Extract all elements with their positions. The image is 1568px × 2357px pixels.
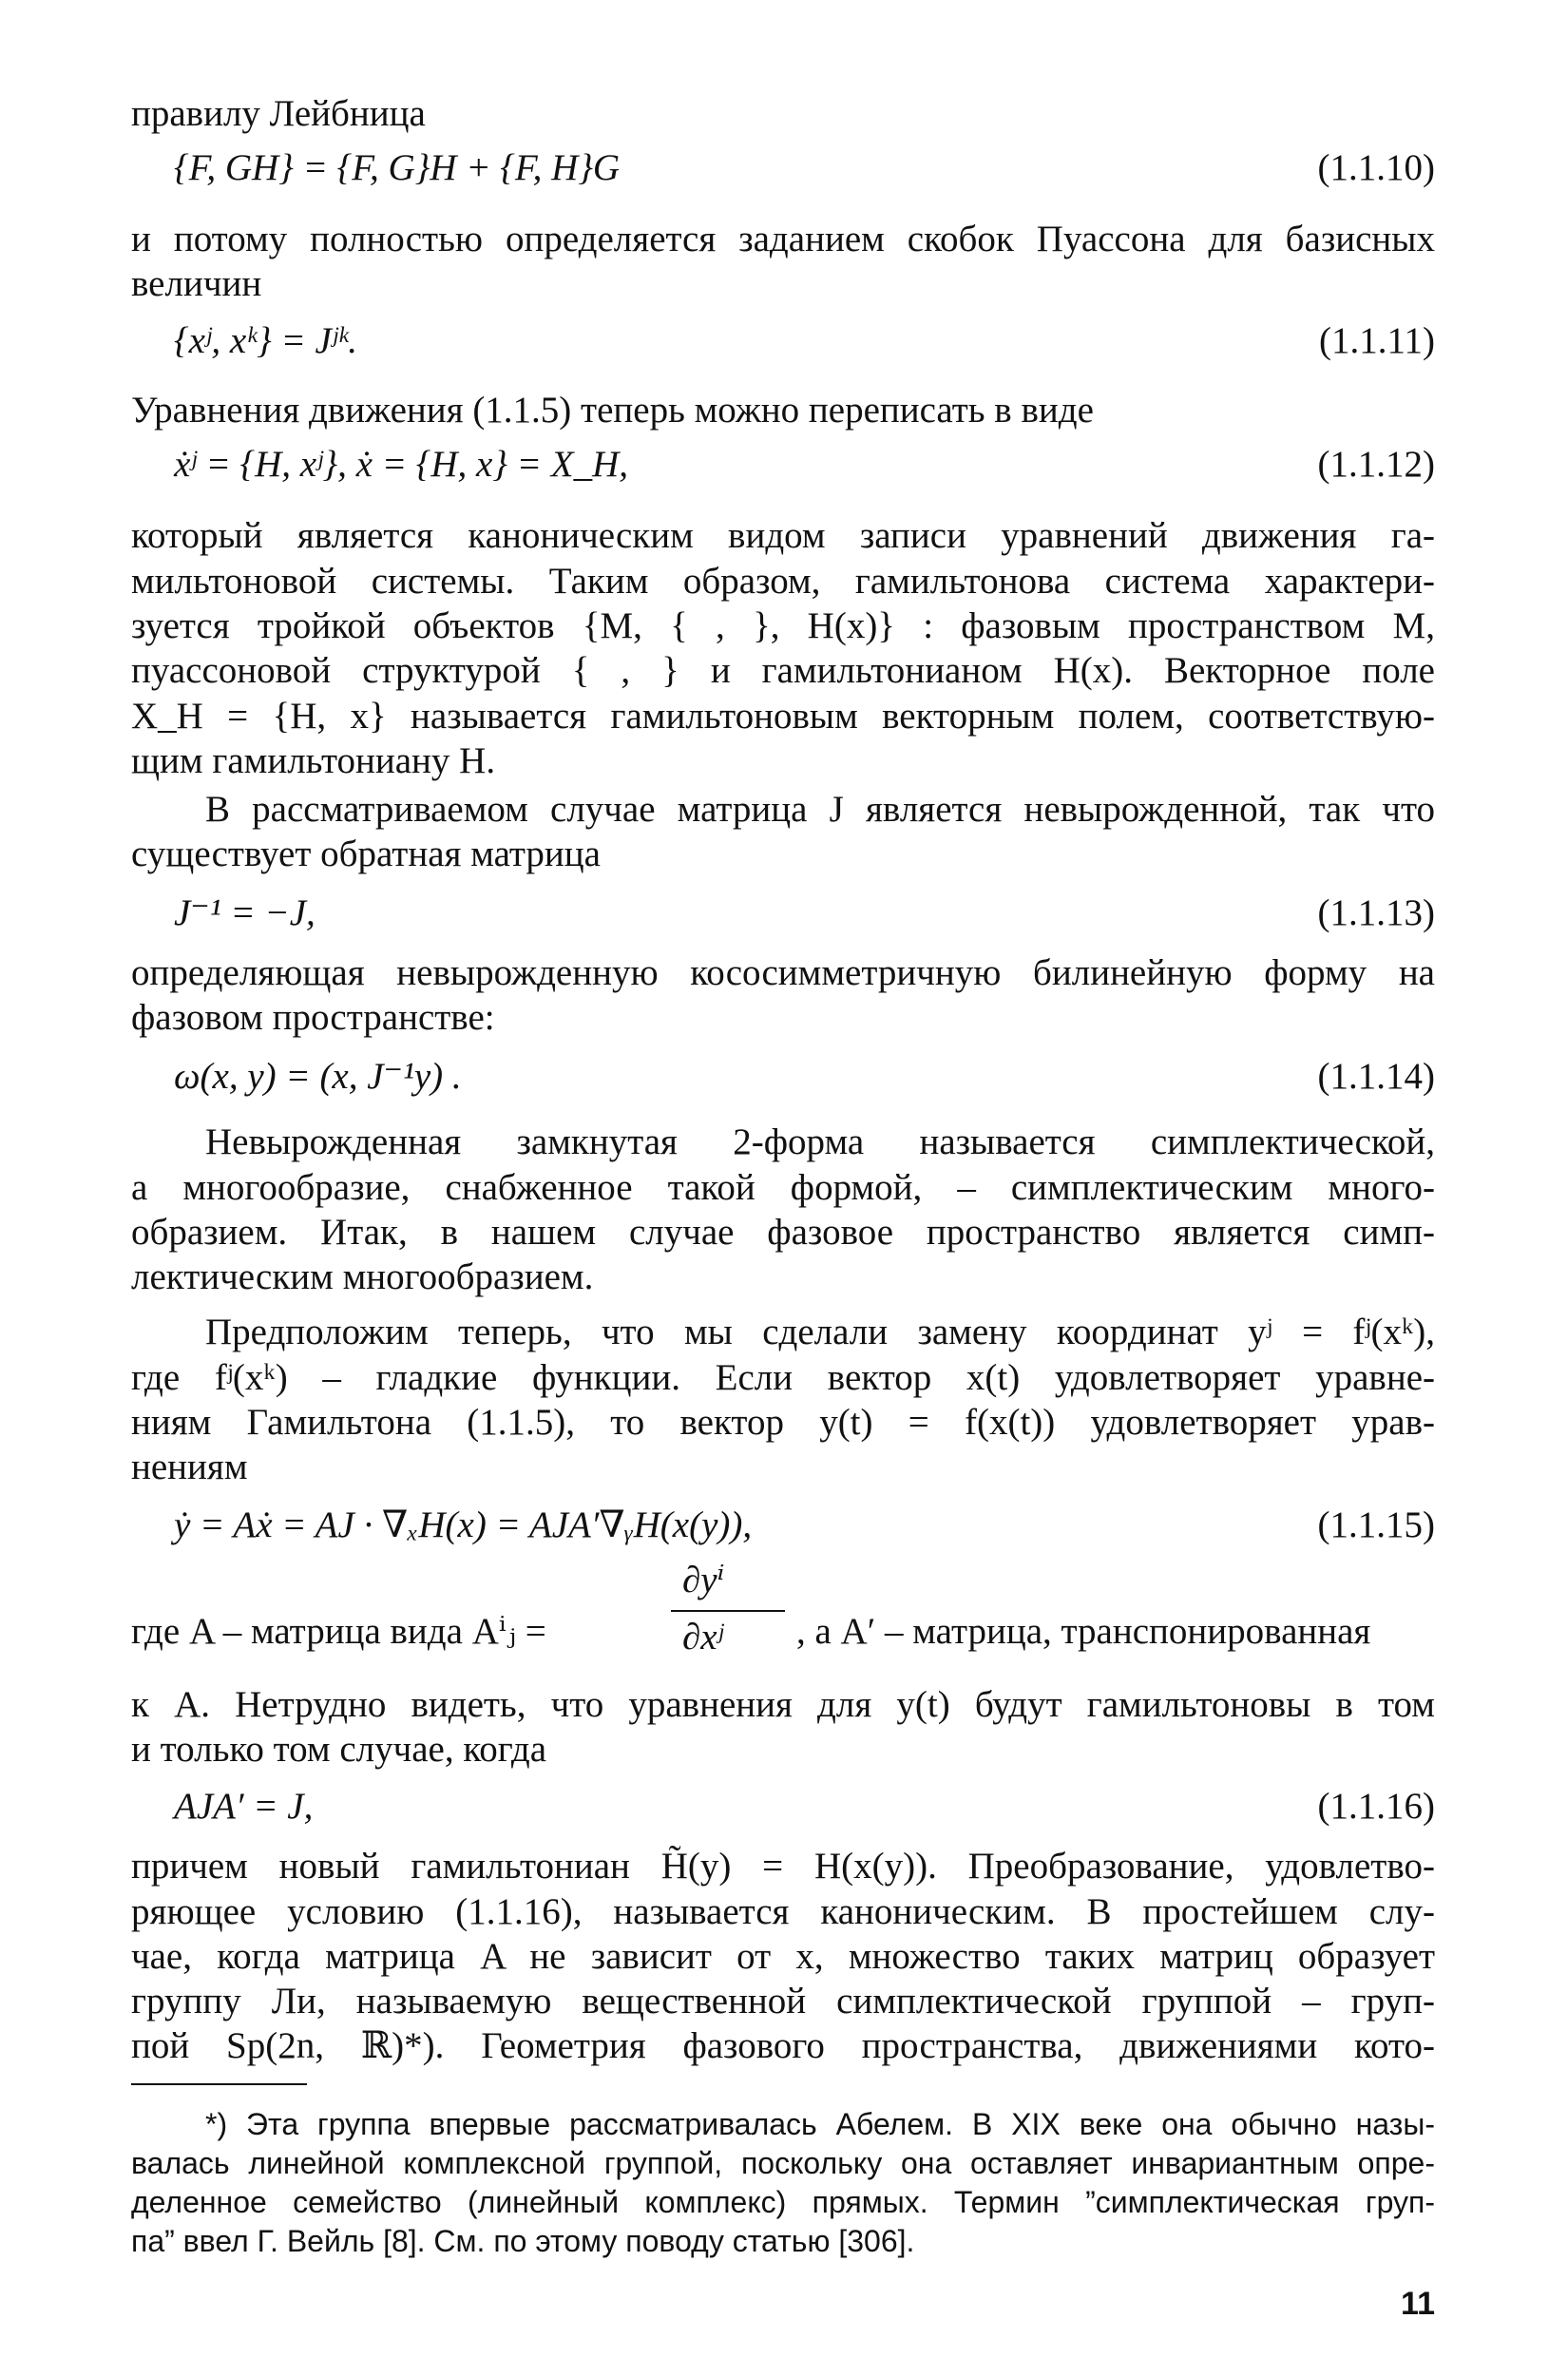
text-line: причем новый гамильтониан H̃(y) = H(x(y)). Преобразование, удовлетво- — [131, 1846, 1435, 1887]
text-line: который является каноническим видом записи уравнений движения га- — [131, 515, 1435, 556]
text-line: правилу Лейбница — [131, 93, 426, 134]
equation-expression: J⁻¹ = −J, — [174, 892, 316, 933]
footnote-line: па” ввел Г. Вейль [8]. См. по этому поводу статью [306]. — [131, 2224, 915, 2258]
fraction-numerator: ∂yⁱ — [682, 1560, 725, 1600]
equation-1-1-11 — [131, 319, 1435, 371]
equation-1-1-16 — [131, 1785, 1435, 1836]
text-line: мильтоновой системы. Таким образом, гамильтонова система характери- — [131, 561, 1435, 602]
equation-number: (1.1.10) — [1317, 147, 1435, 188]
fraction-denominator: ∂xʲ — [682, 1617, 723, 1658]
text-line: определяющая невырожденную кососимметричную билинейную форму на — [131, 952, 1435, 993]
equation-expression: {F, GH} = {F, G}H + {F, H}G — [174, 147, 621, 188]
text-line: чае, когда матрица A не зависит от x, множество таких матриц образует — [131, 1936, 1435, 1977]
text-line: ряющее условию (1.1.16), называется каноническим. В простейшем слу- — [131, 1891, 1435, 1932]
equation-expression: ẏ = Aẋ = AJ · ∇ₓH(x) = AJA′∇ᵧH(x(y)), — [174, 1504, 753, 1545]
text-line: фазовом пространстве: — [131, 997, 495, 1038]
text-line: нениям — [131, 1447, 248, 1487]
text-line: ниям Гамильтона (1.1.5), то вектор y(t) = f(x(t)) удовлетворяет урав- — [131, 1402, 1435, 1443]
equation-number: (1.1.14) — [1317, 1056, 1435, 1097]
text-line: Невырожденная замкнутая 2-форма называется симплектической, — [205, 1121, 1435, 1162]
text-line: а многообразие, снабженное такой формой, – симплектическим много- — [131, 1167, 1435, 1208]
footnote-line: валась линейной комплексной группой, поскольку она оставляет инвариантным опре- — [131, 2146, 1435, 2180]
equation-number: (1.1.13) — [1317, 892, 1435, 933]
text-line: к A. Нетрудно видеть, что уравнения для y(t) будут гамильтоновы в том — [131, 1684, 1435, 1725]
text-line: пуассоновой структурой { , } и гамильтонианом H(x). Векторное поле — [131, 650, 1435, 691]
footnote-line: *) Эта группа впервые рассматривалась Абелем. В XIX веке она обычно назы- — [205, 2107, 1435, 2141]
equation-expression: ẋʲ = {H, xʲ}, ẋ = {H, x} = X_H, — [174, 444, 628, 485]
equation-1-1-15 — [131, 1504, 1435, 1555]
text-line: X_H = {H, x} называется гамильтоновым векторным полем, соответствую- — [131, 696, 1435, 737]
equation-number: (1.1.16) — [1317, 1786, 1435, 1827]
page-number: 11 — [1401, 2286, 1435, 2322]
text-line: образием. Итак, в нашем случае фазовое пространство является симп- — [131, 1212, 1435, 1253]
text-line: где fʲ(xᵏ) – гладкие функции. Если вектор x(t) удовлетворяет уравне- — [131, 1357, 1435, 1398]
text-line: Предположим теперь, что мы сделали замену координат yʲ = fʲ(xᵏ), — [205, 1312, 1435, 1352]
equation-1-1-12 — [131, 443, 1435, 494]
equation-number: (1.1.11) — [1318, 320, 1435, 361]
text-line: и только том случае, когда — [131, 1729, 546, 1770]
equation-1-1-14 — [131, 1055, 1435, 1106]
text-line: зуется тройкой объектов {M, { , }, H(x)} : фазовым пространством M, — [131, 605, 1435, 646]
equation-number: (1.1.12) — [1317, 444, 1435, 485]
text-line: щим гамильтониану H. — [131, 740, 496, 781]
text-line: где A – матрица вида Aⁱⱼ = — [131, 1611, 546, 1652]
text-line: лектическим многообразием. — [131, 1256, 594, 1297]
text-line: величин — [131, 263, 262, 304]
footnote-rule — [131, 2083, 307, 2085]
equation-expression: ω(x, y) = (x, J⁻¹y) . — [174, 1056, 462, 1097]
text-line: Уравнения движения (1.1.5) теперь можно переписать в виде — [131, 390, 1094, 431]
equation-expression: {xʲ, xᵏ} = Jʲᵏ. — [174, 320, 357, 361]
text-line: , а A′ – матрица, транспонированная — [796, 1611, 1371, 1652]
equation-expression: AJA′ = J, — [174, 1786, 314, 1827]
footnote-line: деленное семейство (линейный комплекс) прямых. Термин ”симплектическая груп- — [131, 2185, 1435, 2219]
text-line: существует обратная матрица — [131, 834, 601, 874]
text-line: группу Ли, называемую вещественной симплектической группой – груп- — [131, 1981, 1435, 2022]
equation-number: (1.1.15) — [1317, 1504, 1435, 1545]
text-line: пой Sp(2n, ℝ)*). Геометрия фазового пространства, движениями кото- — [131, 2025, 1435, 2066]
fraction-bar — [671, 1610, 785, 1612]
equation-1-1-10 — [131, 146, 1435, 198]
equation-1-1-13 — [131, 891, 1435, 943]
text-line: и потому полностью определяется заданием скобок Пуассона для базисных — [131, 219, 1435, 259]
text-line: В рассматриваемом случае матрица J является невырожденной, так что — [205, 789, 1435, 830]
